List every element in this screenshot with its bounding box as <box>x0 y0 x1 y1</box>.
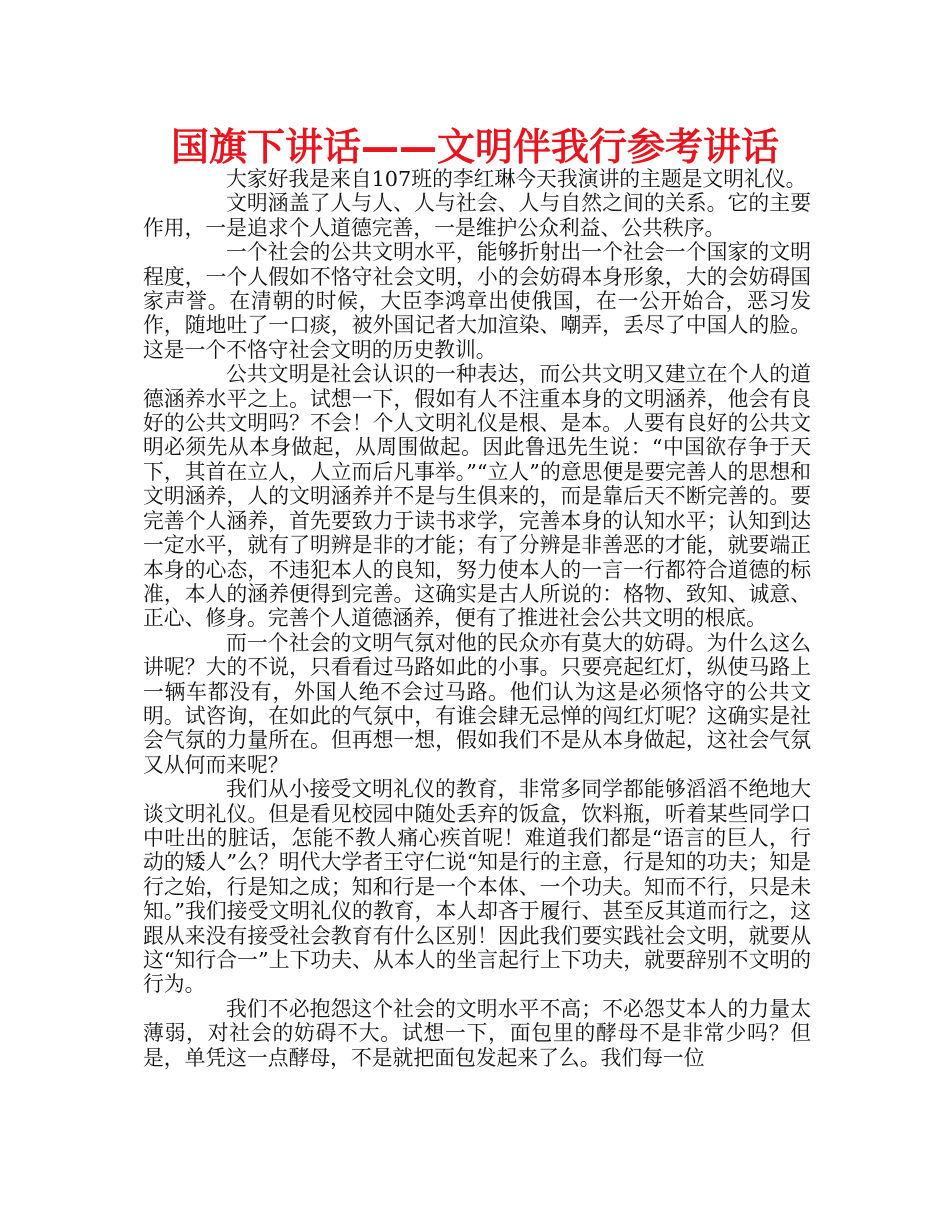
document-body <box>143 167 811 1070</box>
paragraph-7: 我们不必抱怨这个社会的文明水平不高；不必怨艾本人的力量太薄弱，对社会的妨碍不大。试想一下，面包里的酵母不是非常少吗？但是，单凭这一点酵母，不是就把面包发起来了么。我们每一位 <box>143 996 811 1070</box>
paragraph-1: 大家好我是来自107班的李红琳今天我演讲的主题是文明礼仪。 <box>226 167 807 191</box>
document-title: 国旗下讲话——文明伴我行参考讲话 <box>170 125 779 169</box>
paragraph-4: 公共文明是社会认识的一种表达，而公共文明又建立在个人的道德涵养水平之上。试想一下，假如有人不注重本身的文明涵养，他会有良好的公共文明吗？不会！个人文明礼仪是根、是本。人要有良好的公共文明必须先从本身做起，从周围做起。因此鲁迅先生说：“中国欲存争于天下，其首在立人，人立而后凡事举。”“立人”的意思便是要完善人的思想和文明涵养，人的文明涵养并不是与生俱来的，而是靠后天不断完善的。要完善个人涵养，首先要致力于读书求学，完善本身的认知水平；认知到达一定水平，就有了明辨是非的才能；有了分辨是非善恶的才能，就要端正本身的心态，不违犯本人的良知，努力使本人的一言一行都符合道德的标准，本人的涵养便得到完善。这确实是古人所说的：格物、致知、诚意、正心、修身。完善个人道德涵养，便有了推进社会公共文明的根底。 <box>143 362 811 631</box>
paragraph-5: 而一个社会的文明气氛对他的民众亦有莫大的妨碍。为什么这么讲呢？大的不说，只看看过马路如此的小事。只要亮起红灯，纵使马路上一辆车都没有，外国人绝不会过马路。他们认为这是必须恪守的公共文明。试咨询，在如此的气氛中，有谁会肆无忌惮的闯红灯呢？这确实是社会气氛的力量所在。但再想一想，假如我们不是从本身做起，这社会气氛又从何而来呢？ <box>143 630 811 777</box>
paragraph-2: 文明涵盖了人与人、人与社会、人与自然之间的关系。它的主要作用，一是追求个人道德完善，一是维护公众利益、公共秩序。 <box>143 191 811 240</box>
paragraph-6: 我们从小接受文明礼仪的教育，非常多同学都能够滔滔不绝地大谈文明礼仪。但是看见校园中随处丢弃的饭盒，饮料瓶，听着某些同学口中吐出的脏话，怎能不教人痛心疾首呢！难道我们都是“语言的巨人，行动的矮人”么？明代大学者王守仁说“知是行的主意，行是知的功夫；知是行之始，行是知之成；知和行是一个本体、一个功夫。知而不行，只是未知。”我们接受文明礼仪的教育，本人却吝于履行、甚至反其道而行之，这跟从来没有接受社会教育有什么区别！因此我们要实践社会文明，就要从这“知行合一”上下功夫、从本人的坐言起行上下功夫，就要辞别不文明的行为。 <box>143 777 811 997</box>
paragraph-3: 一个社会的公共文明水平，能够折射出一个社会一个国家的文明程度，一个人假如不恪守社会文明，小的会妨碍本身形象，大的会妨碍国家声誉。在清朝的时候，大臣李鸿章出使俄国，在一公开始合，恶习发作，随地吐了一口痰，被外国记者大加渲染、嘲弄，丢尽了中国人的脸。这是一个不恪守社会文明的历史教训。 <box>143 240 811 362</box>
